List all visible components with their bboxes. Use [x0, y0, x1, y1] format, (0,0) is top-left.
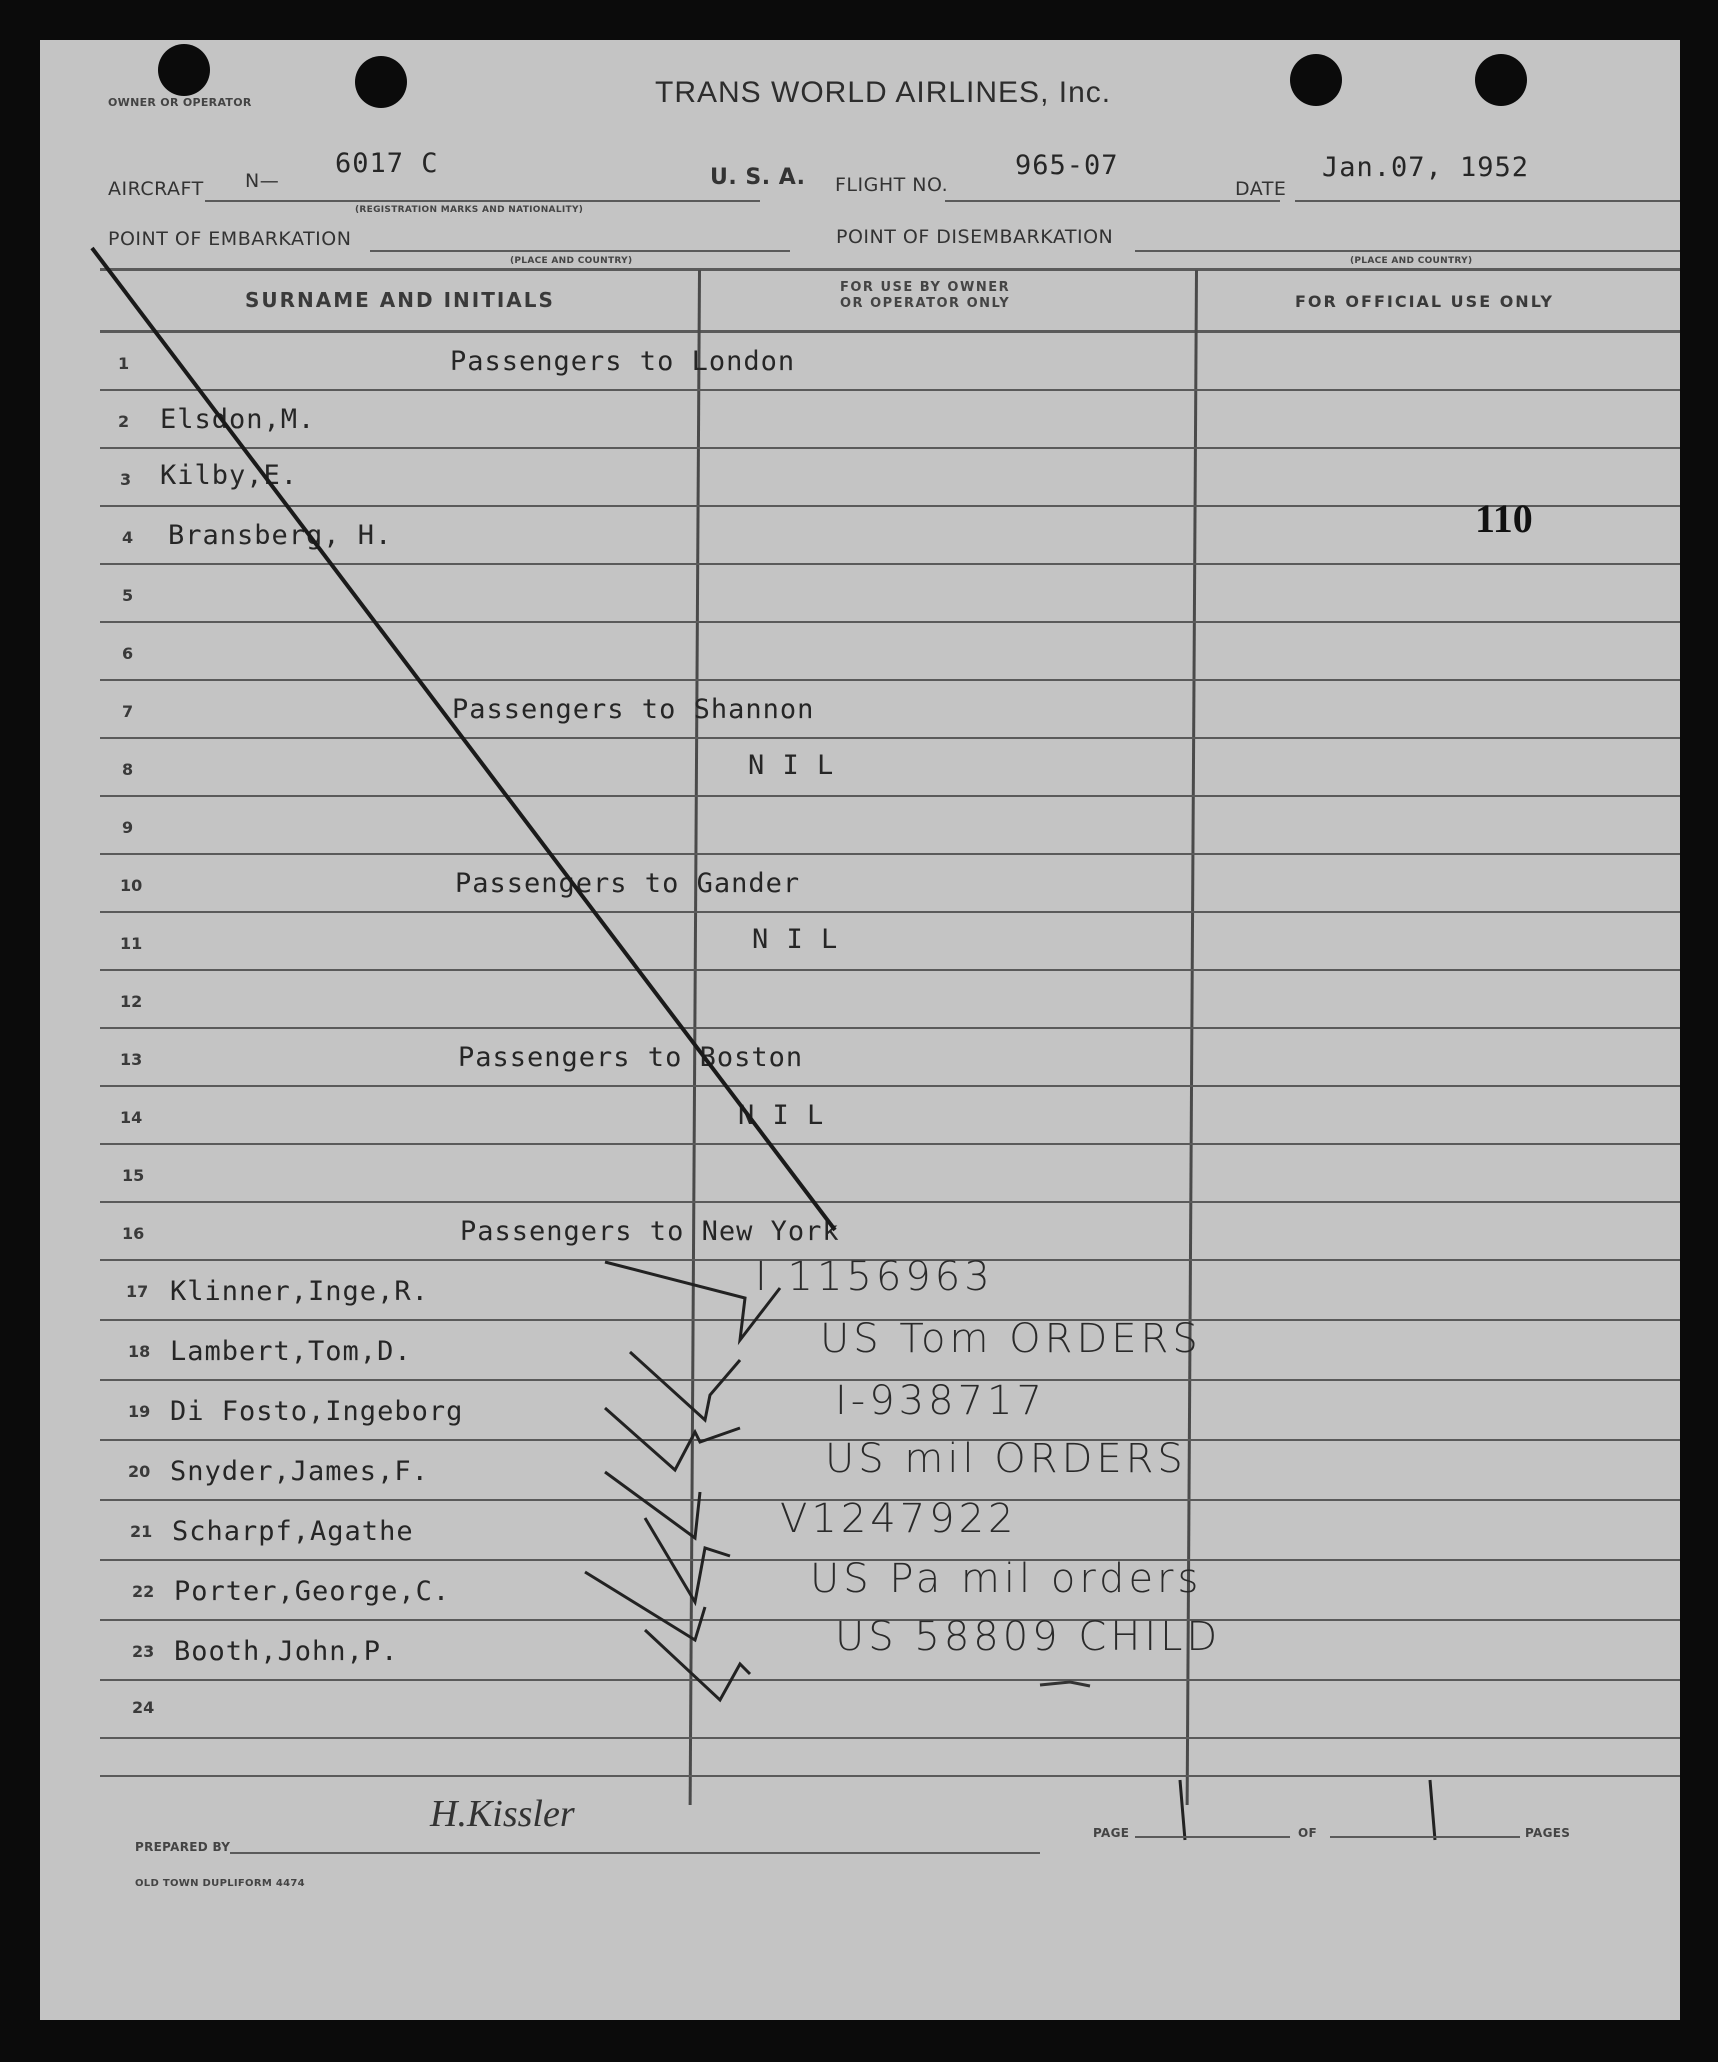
row-number: 22 — [132, 1582, 155, 1601]
aircraft-label: AIRCRAFT — [108, 178, 204, 200]
owner-label: OWNER OR OPERATOR — [108, 96, 252, 109]
stamp-number: 110 — [1475, 496, 1533, 541]
check-mark — [585, 1572, 705, 1640]
col-owner-header-line1: FOR USE BY OWNER — [840, 280, 1011, 295]
row-number: 9 — [122, 818, 134, 837]
manifest-sheet — [40, 40, 1680, 2020]
page-line — [1135, 1836, 1290, 1838]
row-number: 6 — [122, 644, 134, 663]
row-number: 5 — [122, 586, 134, 605]
row-number: 19 — [128, 1402, 151, 1421]
row-owner-use: I-938717 — [835, 1378, 1046, 1424]
row-number: 7 — [122, 702, 134, 721]
row-owner-use: US Pa mil orders — [810, 1556, 1203, 1602]
place-caption-right: (PLACE AND COUNTRY) — [1350, 256, 1473, 266]
row-number: 8 — [122, 760, 134, 779]
embarkation-label: POINT OF EMBARKATION — [108, 228, 352, 250]
row-number: 3 — [120, 470, 132, 489]
aircraft-number: 6017 C — [335, 148, 439, 179]
diagonal-strike-line — [92, 248, 835, 1230]
row-number: 21 — [130, 1522, 153, 1541]
of-line — [1330, 1836, 1520, 1838]
row-owner-use: US 58809 CHILD — [835, 1614, 1222, 1660]
flight-label: FLIGHT NO. — [835, 174, 949, 196]
row-name: Snyder,James,F. — [170, 1456, 429, 1487]
row-number: 14 — [120, 1108, 143, 1127]
check-mark — [630, 1352, 740, 1420]
date-label: DATE — [1235, 178, 1287, 200]
row-name: Di Fosto,Ingeborg — [170, 1396, 464, 1427]
col-surname-header: SURNAME AND INITIALS — [245, 288, 555, 312]
row-number: 20 — [128, 1462, 151, 1481]
row-number: 18 — [128, 1342, 151, 1361]
footer-top-rule — [100, 1775, 1680, 1777]
check-mark — [605, 1262, 780, 1340]
date-value: Jan.07, 1952 — [1322, 152, 1530, 183]
row-number: 10 — [120, 876, 143, 895]
row-name: Bransberg, H. — [168, 520, 393, 551]
row-name: Passengers to New York — [460, 1216, 840, 1247]
airline-name: TRANS WORLD AIRLINES, Inc. — [655, 76, 1112, 109]
row-owner-use: US mil ORDERS — [825, 1436, 1187, 1482]
pages-label: PAGES — [1525, 1826, 1571, 1840]
row-number: 23 — [132, 1642, 155, 1661]
row-number: 1 — [118, 354, 130, 373]
row-number: 2 — [118, 412, 130, 431]
row-name: Kilby,E. — [160, 460, 299, 491]
form-id: OLD TOWN DUPLIFORM 4474 — [135, 1878, 305, 1889]
prepared-by-label: PREPARED BY — [135, 1840, 231, 1854]
row-name: Lambert,Tom,D. — [170, 1336, 412, 1367]
row-number: 11 — [120, 934, 143, 953]
row-owner-use: N I L — [748, 750, 835, 781]
row-number: 24 — [132, 1698, 155, 1717]
check-mark — [645, 1630, 750, 1700]
row-name: Booth,John,P. — [174, 1636, 399, 1667]
prepared-by-line — [230, 1852, 1040, 1854]
row-name: Klinner,Inge,R. — [170, 1276, 429, 1307]
check-mark — [605, 1408, 740, 1470]
page-value — [1180, 1785, 1181, 1786]
dash-mark — [1040, 1682, 1090, 1686]
flight-number: 965-07 — [1015, 150, 1119, 181]
col-official-header: FOR OFFICIAL USE ONLY — [1295, 292, 1554, 311]
row-number: 16 — [122, 1224, 145, 1243]
row-name: Passengers to Shannon — [452, 694, 815, 725]
page-label: PAGE — [1093, 1826, 1130, 1840]
registration-caption: (REGISTRATION MARKS AND NATIONALITY) — [355, 205, 584, 215]
row-number: 17 — [126, 1282, 149, 1301]
row-name: Porter,George,C. — [174, 1576, 451, 1607]
place-caption-left: (PLACE AND COUNTRY) — [510, 256, 633, 266]
col-owner-header-line2: OR OPERATOR ONLY — [840, 296, 1011, 311]
row-name: Passengers to Gander — [455, 868, 801, 899]
row-number: 4 — [122, 528, 134, 547]
of-value — [1430, 1785, 1431, 1786]
ink-overlay — [40, 40, 1680, 2020]
row-name: Elsdon,M. — [160, 404, 316, 435]
row-name: Passengers to London — [450, 346, 796, 377]
of-number-stroke — [1430, 1780, 1435, 1840]
row-number: 15 — [122, 1166, 145, 1185]
disembarkation-label: POINT OF DISEMBARKATION — [836, 226, 1114, 248]
row-name: Scharpf,Agathe — [172, 1516, 414, 1547]
row-number: 13 — [120, 1050, 143, 1069]
of-label: OF — [1298, 1826, 1317, 1840]
row-owner-use: V1247922 — [780, 1496, 1018, 1542]
row-number: 12 — [120, 992, 143, 1011]
aircraft-prefix: N— — [245, 170, 280, 192]
country-label: U. S. A. — [710, 165, 806, 190]
check-mark — [645, 1518, 730, 1602]
preparer-signature: H.Kissler — [430, 1793, 575, 1835]
row-owner-use: N I L — [752, 924, 839, 955]
page-number-stroke — [1180, 1780, 1185, 1840]
row-name: Passengers to Boston — [458, 1042, 804, 1073]
row-owner-use: I 1156963 — [755, 1254, 994, 1300]
row-owner-use: N I L — [738, 1100, 825, 1131]
row-owner-use: US Tom ORDERS — [820, 1316, 1202, 1362]
